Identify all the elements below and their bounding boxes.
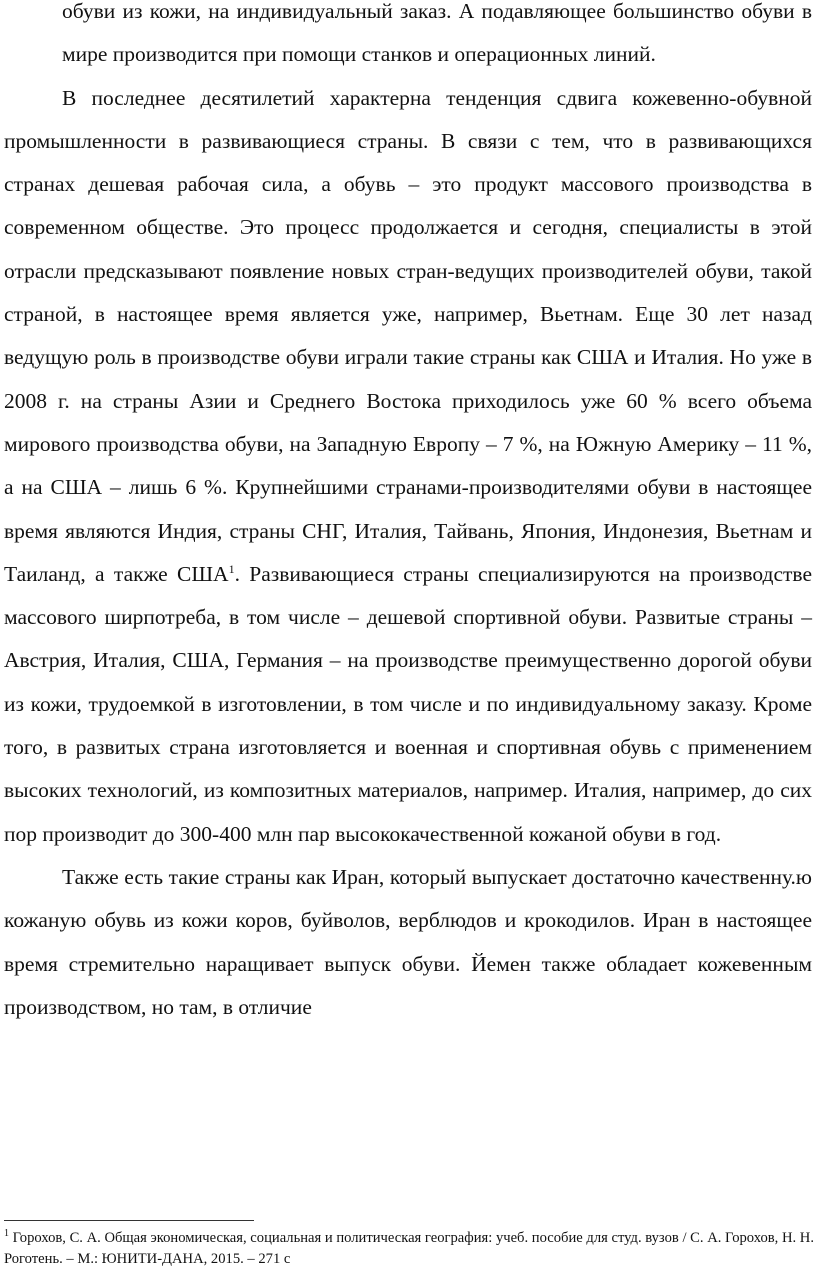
body-text xyxy=(4,0,812,1029)
footnote-divider xyxy=(4,1220,254,1221)
footnote-number: 1 xyxy=(4,1228,9,1240)
paragraph-shoe-industry-shift xyxy=(4,77,812,856)
footnote-reference[interactable]: 1 xyxy=(228,561,235,576)
paragraph-2-text-before-ref: В последнее десятилетий характерна тенденция сдвига кожевенно-обувной промышленности в развивающиеся страны. В связи с тем, что в развивающихся странах дешевая рабочая сила, а обувь – это продукт массового производства в современном обществе. Это процесс продолжается и сегодня, специалисты в этой отрасли предсказывают появление новых стран-ведущих производителей обуви, такой страной, в настоящее время является уже, например, Вьетнам. Еще 30 лет назад ведущую роль в производстве обуви играли такие страны как США и Италия. Но уже в 2008 г. на страны Азии и Среднего Востока приходилось уже 60 % всего объема мирового производства обуви, на Западную Европу – 7 %, на Южную Америку – 11 %, а на США – лишь 6 %. Крупнейшими странами-производителями обуви в настоящее время являются Индия, страны СНГ, Италия, Тайвань, Япония, Индонезия, Вьетнам и Таиланд, а также США xyxy=(4,85,812,586)
paragraph-2-text-after-ref: . Развивающиеся страны специализируются на производстве массового ширпотреба, в том числе – дешевой спортивной обуви. Развитые страны – Австрия, Италия, США, Германия – на производстве преимущественно дорогой обуви из кожи, трудоемкой в изготовлении, в том числе и по индивидуальному заказу. Кроме того, в развитых страна изготовляется и военная и спортивная обувь с применением высоких технологий, из композитных материалов, например. Италия, например, до сих пор производит до 300-400 млн пар высококачественной кожаной обуви в год. xyxy=(4,561,812,846)
paragraph-iran-yemen: Также есть такие страны как Иран, который выпускает достаточно качественну.ю кожаную обувь из кожи коров, буйволов, верблюдов и крокодилов. Иран в настоящее время стремительно наращивает выпуск обуви. Йемен также обладает кожевенным производством, но там, в отличие xyxy=(4,864,812,1019)
paragraph-continuation: обуви из кожи, на индивидуальный заказ. А подавляющее большинство обуви в мире производится при помощи станков и операционных линий. xyxy=(62,0,812,67)
footnote-text: Горохов, С. А. Общая экономическая, социальная и политическая география: учеб. пособие для студ. вузов / С. А. Горохов, Н. Н. Роготень. – М.: ЮНИТИ-ДАНА, 2015. – 271 с xyxy=(4,1230,814,1267)
footnote xyxy=(4,1228,814,1270)
